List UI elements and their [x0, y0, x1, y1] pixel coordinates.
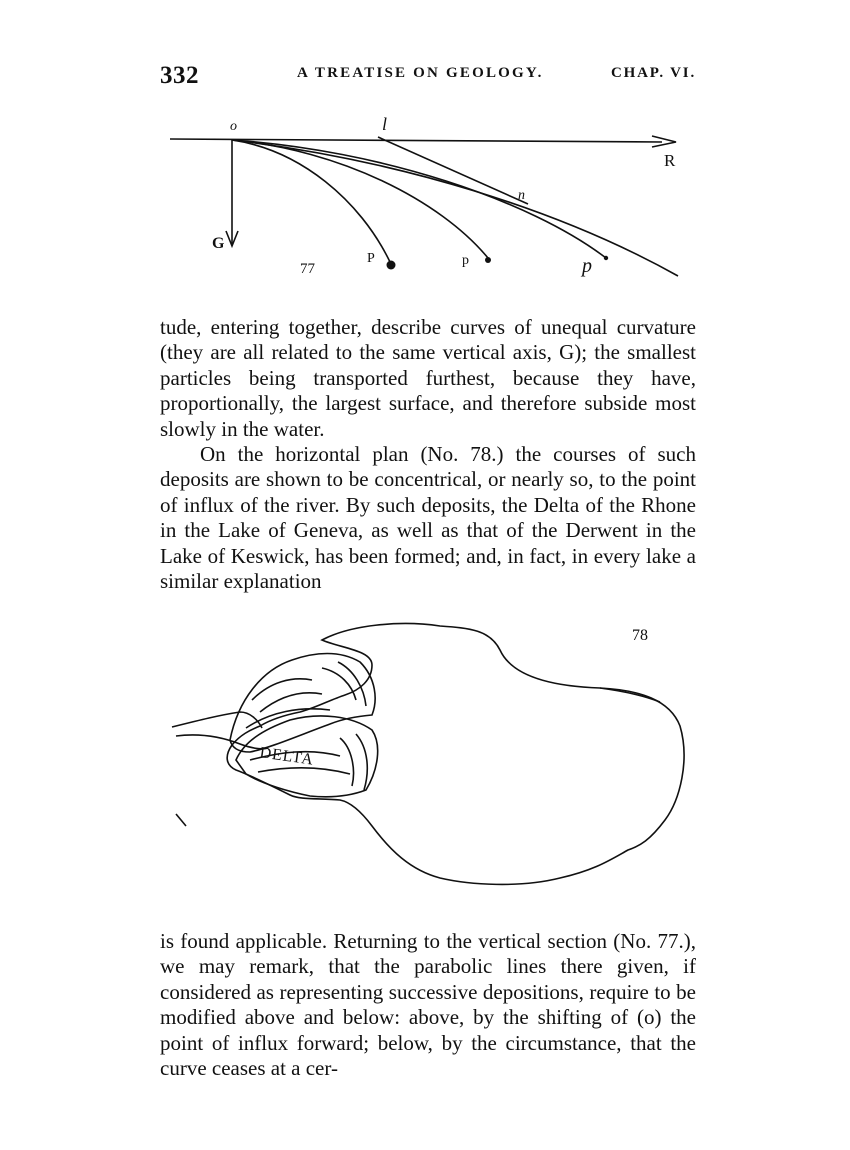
delta-ring [246, 709, 330, 728]
label-p-large: P [367, 251, 375, 266]
page-number: 332 [160, 62, 199, 89]
paragraph-2-text: On the horizontal plan (No. 78.) the courses of such deposits are shown to be concentrical, or nearly so, to the point of influx of the river. By such deposits, the Delta of the Rhone in the Lake of Geneva, as well as that of the Derwent in the Lake of Keswick, has been formed; and, in fact, in every lake a similar explanation [160, 442, 696, 594]
tangent-line [232, 140, 678, 276]
label-r: R [664, 151, 676, 170]
stray-mark [176, 814, 186, 826]
delta-ring [338, 662, 366, 706]
figure-77-number: 77 [300, 261, 315, 277]
label-o: o [230, 119, 237, 134]
figure-78-number: 78 [632, 627, 648, 644]
figure-77 [0, 0, 850, 300]
figure-78 [0, 600, 850, 910]
figure-77-drawing [0, 0, 850, 300]
running-title: A TREATISE ON GEOLOGY. [297, 65, 544, 81]
delta-ring [252, 679, 312, 700]
delta-ring [258, 768, 350, 774]
label-g: G [212, 235, 225, 252]
paragraph-2 [160, 442, 696, 594]
inner-shore [600, 688, 660, 702]
curve-p-large [232, 140, 390, 262]
label-n: n [518, 188, 525, 203]
label-p-right: p [582, 255, 592, 277]
particle-p-medium [485, 257, 491, 263]
paragraph-3: is found applicable. Returning to the vertical section (No. 77.), we may remark, that the parabolic lines there given, if considered as representing successive depositions, require to be modified above and below: above, by the shifting of (o) the point of influx forward; below, by the circumstance, that the curve ceases at a cer- [160, 929, 696, 1081]
particle-p-small [604, 256, 608, 260]
figure-78-drawing [0, 600, 850, 910]
paragraph-1: tude, entering together, describe curves of unequal curvature (they are all related to the same vertical axis, G); the smallest particles being transported furthest, because they have, proportionally, the largest surface, and therefore subside most slowly in the water. [160, 315, 696, 441]
label-p-medium: p [462, 253, 469, 268]
particle-p-large [387, 261, 396, 270]
delta-label: DELTA [258, 744, 316, 769]
delta-ring [356, 734, 367, 790]
chapter-label: CHAP. VI. [611, 65, 696, 81]
delta-ring [340, 738, 354, 786]
label-l: l [382, 114, 388, 134]
delta-lobe [230, 654, 375, 753]
